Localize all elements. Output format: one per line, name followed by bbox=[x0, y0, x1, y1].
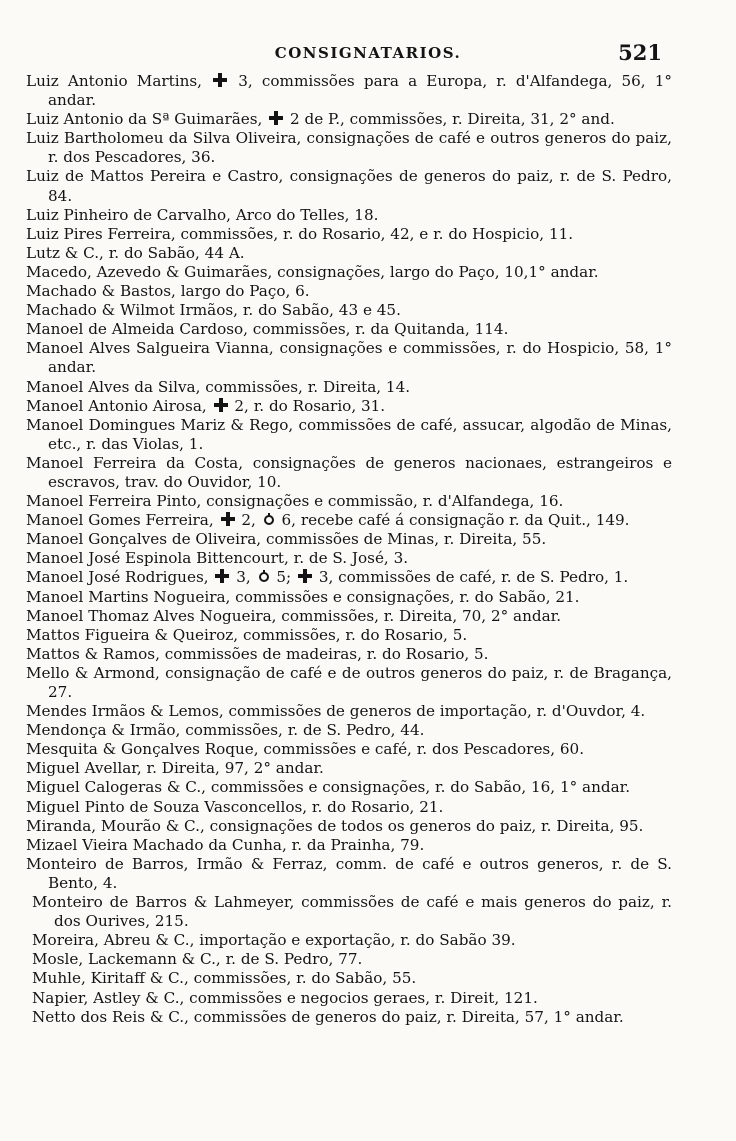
cross-of-order-icon bbox=[215, 569, 229, 583]
list-item bbox=[26, 129, 672, 167]
entry-text: Machado & Bastos, largo do Paço, 6. bbox=[26, 282, 310, 301]
cross-of-order-icon bbox=[269, 111, 283, 125]
entry-text: Manoel José Espinola Bittencourt, r. de S. José, 3. bbox=[26, 549, 409, 568]
entry-text: Manoel Gomes Ferreira, bbox=[26, 511, 219, 530]
entry-text: Mizael Vieira Machado da Cunha, r. da Prainha, 79. bbox=[26, 835, 425, 854]
entry-text: Moreira, Abreu & C., importação e exportação, r. do Sabão 39. bbox=[32, 931, 516, 950]
entry-text: Manoel Alves da Silva, commissões, r. Direita, 14. bbox=[26, 377, 411, 396]
entry-list bbox=[26, 72, 672, 1027]
entry-text: Mattos & Ramos, commissões de madeiras, r. do Rosario, 5. bbox=[26, 644, 489, 663]
list-item bbox=[26, 225, 672, 244]
entry-text: Mattos Figueira & Queiroz, commissões, r. do Rosario, 5. bbox=[26, 625, 468, 644]
entry-text: Miguel Pinto de Souza Vasconcellos, r. do Rosario, 21. bbox=[26, 797, 444, 816]
cross-of-order-icon bbox=[214, 398, 228, 412]
list-item bbox=[26, 645, 672, 664]
entry-text: Lutz & C., r. do Sabão, 44 A. bbox=[26, 243, 245, 262]
list-item bbox=[32, 950, 672, 969]
list-item bbox=[26, 492, 672, 511]
list-item bbox=[32, 893, 672, 931]
entry-text: 6, recebe café á consignação r. da Quit., 149. bbox=[276, 511, 630, 530]
list-item bbox=[26, 244, 672, 263]
list-item bbox=[26, 416, 672, 454]
rose-of-order-icon bbox=[263, 513, 275, 526]
entry-text: Mendes Irmãos & Lemos, commissões de generos de importação, r. d'Ouvdor, 4. bbox=[26, 702, 646, 721]
entry-text: Miranda, Mourão & C., consignações de todos os generos do paiz, r. Direita, 95. bbox=[26, 816, 644, 835]
entry-text: Mesquita & Gonçalves Roque, commissões e café, r. dos Pescadores, 60. bbox=[26, 740, 585, 759]
list-item bbox=[26, 664, 672, 702]
list-item bbox=[26, 740, 672, 759]
entry-text: 5; bbox=[271, 568, 296, 587]
rose-of-order-icon bbox=[258, 570, 270, 583]
list-item bbox=[26, 721, 672, 740]
list-item bbox=[26, 759, 672, 778]
list-item bbox=[32, 1008, 672, 1027]
list-item bbox=[26, 702, 672, 721]
entry-text: Napier, Astley & C., commissões e negocios geraes, r. Direit, 121. bbox=[32, 988, 538, 1007]
list-item bbox=[26, 607, 672, 626]
list-item bbox=[26, 282, 672, 301]
list-item bbox=[26, 626, 672, 645]
entry-text: Manoel Thomaz Alves Nogueira, commissões, r. Direita, 70, 2° andar. bbox=[26, 606, 562, 625]
list-item bbox=[26, 817, 672, 836]
entry-text: 2 de P., commissões, r. Direita, 31, 2° and. bbox=[285, 110, 615, 129]
entry-text: 3, bbox=[231, 568, 256, 587]
list-item bbox=[26, 454, 672, 492]
list-item bbox=[26, 263, 672, 282]
entry-text: Luiz Bartholomeu da Silva Oliveira, consignações de café e outros generos do paiz, r. dos Pescadores, 36. bbox=[26, 129, 672, 167]
entry-text: Monteiro de Barros & Lahmeyer, commissões de café e mais generos do paiz, r. dos Ourives, 215. bbox=[32, 893, 672, 931]
list-item bbox=[26, 530, 672, 549]
list-item bbox=[26, 378, 672, 397]
entry-text: Manoel Martins Nogueira, commissões e consignações, r. do Sabão, 21. bbox=[26, 587, 580, 606]
page-title: CONSIGNATARIOS. bbox=[274, 44, 462, 62]
list-item bbox=[26, 855, 672, 893]
entry-text: Manoel José Rodrigues, bbox=[26, 568, 214, 587]
entry-text: Mendonça & Irmão, commissões, r. de S. Pedro, 44. bbox=[26, 721, 425, 740]
list-item bbox=[26, 549, 672, 568]
entry-text: Luiz de Mattos Pereira e Castro, consignações de generos do paiz, r. de S. Pedro, 84. bbox=[26, 167, 672, 205]
entry-text: Luiz Pinheiro de Carvalho, Arco do Telles, 18. bbox=[26, 205, 379, 224]
entry-text: 2, bbox=[236, 511, 261, 530]
entry-text: Macedo, Azevedo & Guimarães, consignações, largo do Paço, 10,1° andar. bbox=[26, 262, 599, 281]
list-item bbox=[32, 969, 672, 988]
entry-text: Luiz Antonio Martins, bbox=[26, 72, 212, 90]
list-item bbox=[26, 397, 672, 416]
list-item bbox=[26, 206, 672, 225]
entry-text: Manoel Alves Salgueira Vianna, consignações e commissões, r. do Hospicio, 58, 1° andar. bbox=[26, 339, 672, 377]
entry-text: Miguel Avellar, r. Direita, 97, 2° andar. bbox=[26, 759, 324, 778]
list-item bbox=[26, 72, 672, 110]
cross-of-order-icon bbox=[213, 73, 227, 87]
list-item bbox=[26, 320, 672, 339]
entry-text: Mosle, Lackemann & C., r. de S. Pedro, 77. bbox=[32, 950, 363, 969]
entry-text: 2, r. do Rosario, 31. bbox=[229, 396, 386, 415]
list-item bbox=[26, 511, 672, 530]
entry-text: 3, commissões de café, r. de S. Pedro, 1. bbox=[314, 568, 629, 587]
cross-of-order-icon bbox=[298, 569, 312, 583]
list-item bbox=[26, 568, 672, 587]
entry-text: Manoel de Almeida Cardoso, commissões, r. da Quitanda, 114. bbox=[26, 320, 509, 339]
list-item bbox=[26, 110, 672, 129]
list-item bbox=[26, 778, 672, 797]
entry-text: Machado & Wilmot Irmãos, r. do Sabão, 43 e 45. bbox=[26, 301, 401, 320]
entry-text: Mello & Armond, consignação de café e de outros generos do paiz, r. de Bragança, 27. bbox=[26, 663, 672, 701]
entry-text: 3, commissões para a Europa, r. d'Alfandega, 56, 1° andar. bbox=[48, 72, 673, 110]
entry-text: Muhle, Kiritaff & C., commissões, r. do Sabão, 55. bbox=[32, 969, 417, 988]
entry-text: Manoel Domingues Mariz & Rego, commissões de café, assucar, algodão de Minas, etc., r. das Violas, 1. bbox=[26, 415, 672, 453]
entry-text: Netto dos Reis & C., commissões de generos do paiz, r. Direita, 57, 1° andar. bbox=[32, 1007, 624, 1026]
entry-text: Luiz Pires Ferreira, commissões, r. do Rosario, 42, e r. do Hospicio, 11. bbox=[26, 224, 574, 243]
entry-text: Monteiro de Barros, Irmão & Ferraz, comm. de café e outros generos, r. de S. Bento, 4. bbox=[26, 854, 672, 892]
list-item bbox=[32, 989, 672, 1008]
list-item bbox=[26, 798, 672, 817]
cross-of-order-icon bbox=[221, 512, 235, 526]
page-number: 521 bbox=[618, 40, 662, 65]
entry-text: Manoel Antonio Airosa, bbox=[26, 396, 212, 415]
entry-text: Manoel Gonçalves de Oliveira, commissões de Minas, r. Direita, 55. bbox=[26, 530, 547, 549]
list-item bbox=[26, 167, 672, 205]
list-item bbox=[26, 301, 672, 320]
list-item bbox=[26, 836, 672, 855]
list-item bbox=[32, 931, 672, 950]
entry-text: Manoel Ferreira Pinto, consignações e commissão, r. d'Alfandega, 16. bbox=[26, 492, 564, 511]
list-item bbox=[26, 588, 672, 607]
list-item bbox=[26, 339, 672, 377]
entry-text: Manoel Ferreira da Costa, consignações de generos nacionaes, estrangeiros e escravos, trav. do Ouvidor, 10. bbox=[26, 453, 672, 491]
entry-text: Luiz Antonio da Sª Guimarães, bbox=[26, 110, 268, 129]
entry-text: Miguel Calogeras & C., commissões e consignações, r. do Sabão, 16, 1° andar. bbox=[26, 778, 631, 797]
page-header bbox=[0, 40, 736, 70]
